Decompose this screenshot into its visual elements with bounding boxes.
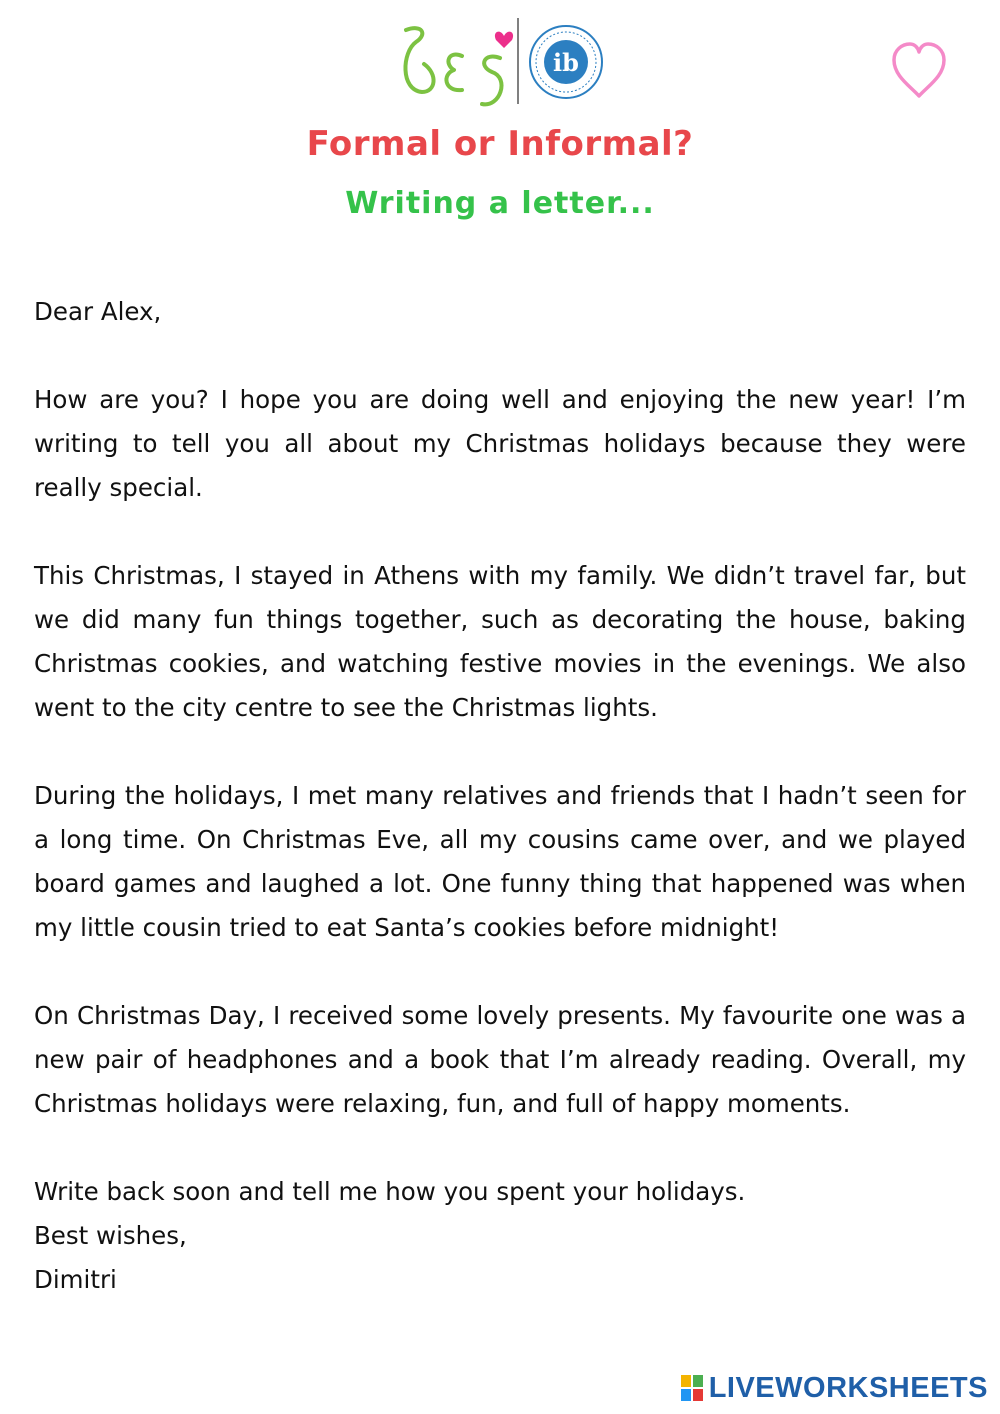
letter-paragraph-2: This Christmas, I stayed in Athens with my family. We didn’t travel far, but we did many fun things together, such as decorating the house, baking Christmas cookies, and watching festive movies in the evenings. We also went to the city centre to see the Christmas lights. — [34, 561, 966, 722]
ib-logo — [530, 26, 602, 98]
school-logo — [392, 12, 612, 112]
letter-paragraph-1: How are you? I hope you are doing well and enjoying the new year! I’m writing to tell you all about my Christmas holidays because they were really special. — [34, 385, 966, 502]
letter-salutation: Dear Alex, — [34, 297, 162, 326]
worksheet-header — [0, 0, 1000, 240]
liveworksheets-brand[interactable] — [681, 1372, 988, 1404]
svg-text:ib: ib — [553, 48, 579, 77]
worksheet-title: Formal or Informal? — [306, 124, 694, 164]
letter-closing-line: Write back soon and tell me how you spent your holidays. — [34, 1177, 746, 1206]
letter-body — [34, 290, 966, 1302]
letter-sign-off: Best wishes, — [34, 1221, 187, 1250]
heart-icon — [888, 40, 950, 102]
pink-heart-icon — [495, 32, 513, 48]
letter-signature: Dimitri — [34, 1265, 117, 1294]
worksheet-subtitle: Writing a letter... — [345, 186, 655, 221]
letter-paragraph-4: On Christmas Day, I received some lovely presents. My favourite one was a new pair of headphones and a book that I’m already reading. Overall, my Christmas holidays were relaxing, fun, and full of happy moments. — [34, 1001, 966, 1118]
ses-logo-mark — [405, 28, 501, 104]
liveworksheets-logo-icon — [681, 1375, 703, 1401]
liveworksheets-brand-text: LIVEWORKSHEETS — [708, 1371, 988, 1404]
letter-paragraph-3: During the holidays, I met many relatives and friends that I hadn’t seen for a long time. On Christmas Eve, all my cousins came over, and we played board games and laughed a lot. One funny thing that happened was when my little cousin tried to eat Santa’s cookies before midnight! — [34, 781, 966, 942]
